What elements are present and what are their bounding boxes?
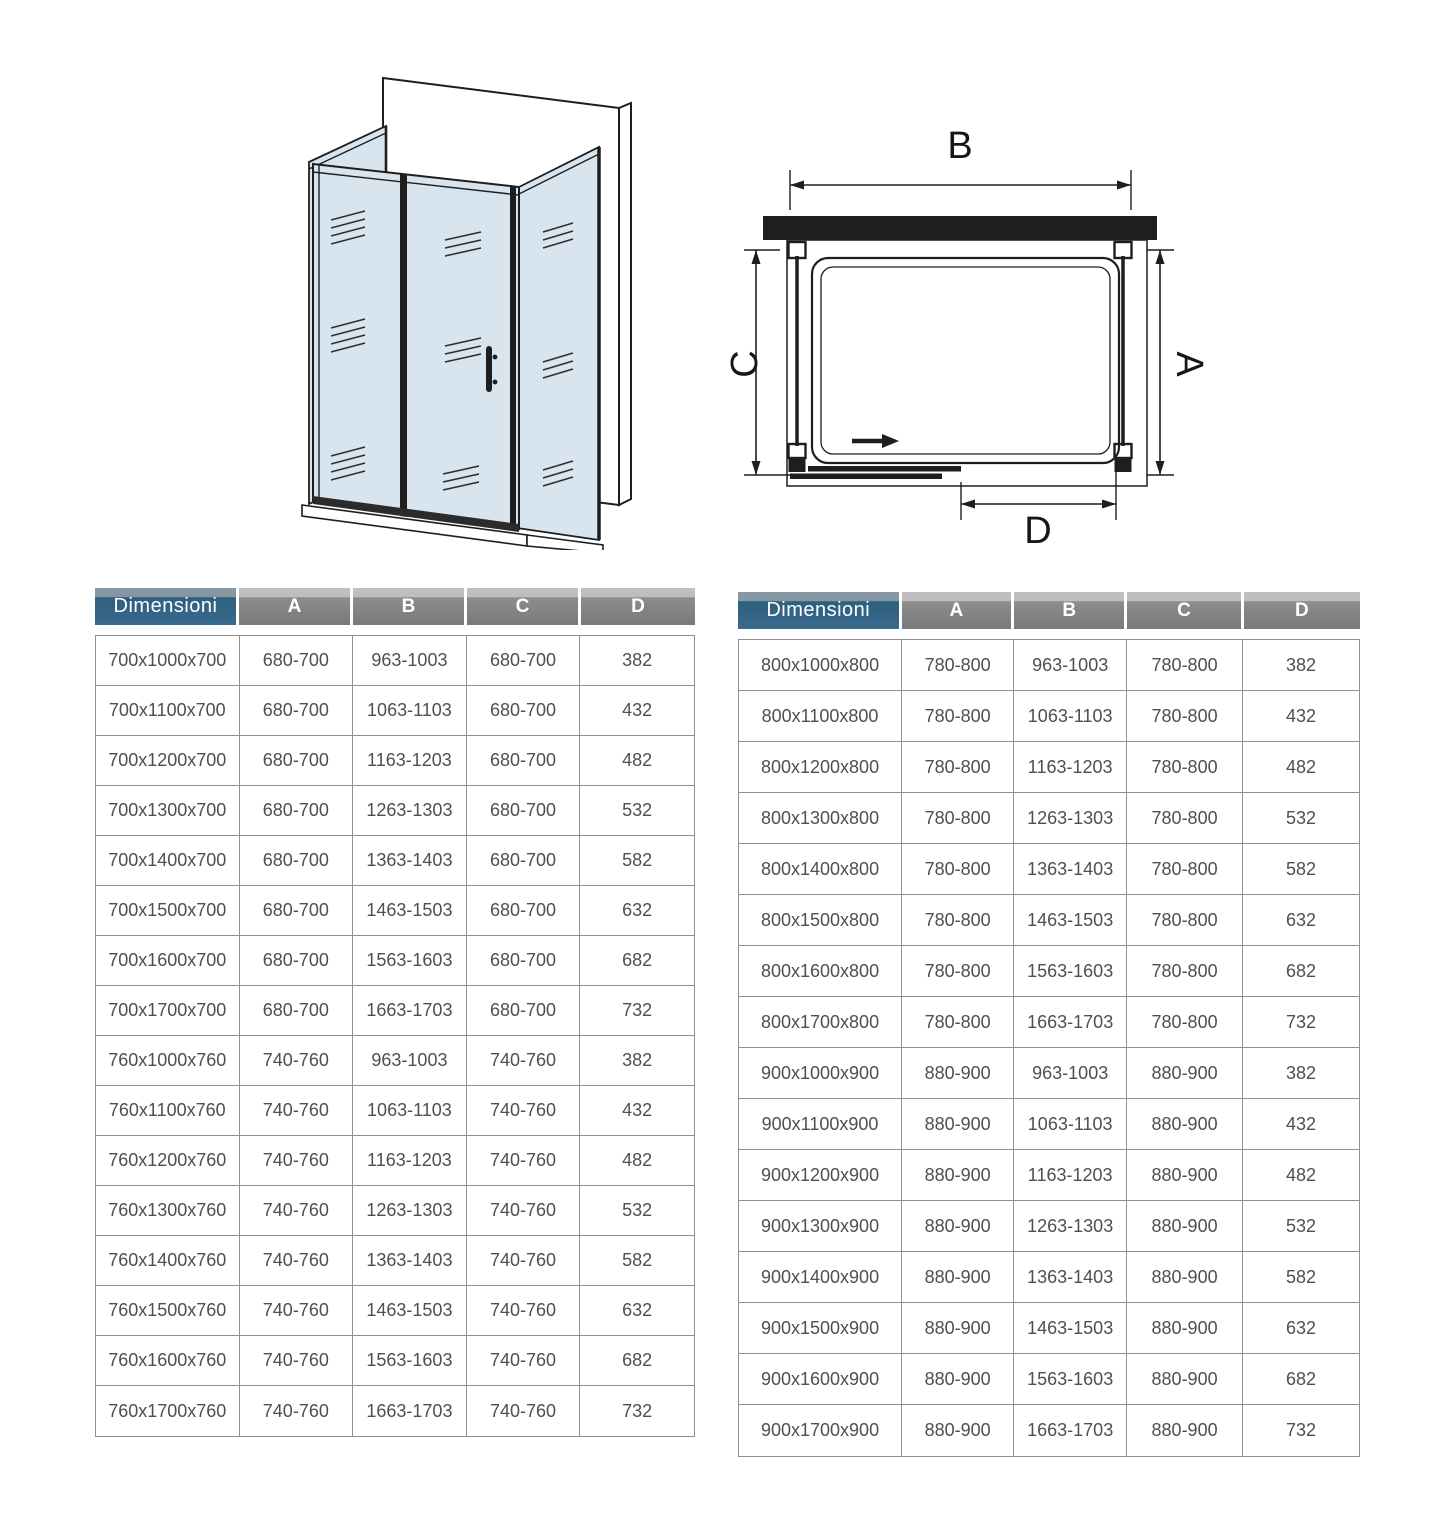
table-cell: 382 bbox=[580, 1036, 694, 1086]
table-row bbox=[739, 997, 1359, 1048]
table-cell: 482 bbox=[1243, 1150, 1359, 1201]
table-cell: 1263-1303 bbox=[1014, 1201, 1127, 1252]
left-side-panel-plan bbox=[789, 242, 806, 472]
table-cell: 482 bbox=[1243, 742, 1359, 793]
table-cell: 632 bbox=[580, 886, 694, 936]
table-cell: 1463-1503 bbox=[353, 1286, 467, 1336]
column-header-d: D bbox=[581, 588, 695, 625]
table-cell: 740-760 bbox=[240, 1086, 354, 1136]
door-divider-stile bbox=[400, 173, 407, 517]
table-cell: 700x1200x700 bbox=[96, 736, 240, 786]
table-row bbox=[96, 1336, 694, 1386]
table-cell: 740-760 bbox=[467, 1036, 581, 1086]
table-cell: 1163-1203 bbox=[1014, 742, 1127, 793]
table-cell: 780-800 bbox=[1127, 640, 1243, 691]
table-cell: 682 bbox=[1243, 1354, 1359, 1405]
table-cell: 1563-1603 bbox=[1014, 1354, 1127, 1405]
table-row bbox=[739, 742, 1359, 793]
table-cell: 1563-1603 bbox=[353, 1336, 467, 1386]
table-cell: 780-800 bbox=[1127, 997, 1243, 1048]
table-cell: 680-700 bbox=[467, 686, 581, 736]
column-header-c: C bbox=[1127, 592, 1243, 629]
table-cell: 1663-1703 bbox=[353, 1386, 467, 1436]
table-row bbox=[739, 946, 1359, 997]
table-cell: 1263-1303 bbox=[353, 1186, 467, 1236]
table-cell: 680-700 bbox=[240, 786, 354, 836]
dimension-a bbox=[1147, 250, 1210, 475]
table-body bbox=[95, 635, 695, 1437]
table-row bbox=[739, 1099, 1359, 1150]
table-row bbox=[739, 1048, 1359, 1099]
table-cell: 740-760 bbox=[240, 1286, 354, 1336]
column-header-a: A bbox=[239, 588, 353, 625]
table-cell: 532 bbox=[580, 786, 694, 836]
iso-view-figure bbox=[275, 50, 695, 550]
table-cell: 700x1100x700 bbox=[96, 686, 240, 736]
table-cell: 740-760 bbox=[240, 1236, 354, 1286]
table-cell: 880-900 bbox=[1127, 1048, 1243, 1099]
plan-label-d: D bbox=[1024, 510, 1052, 545]
table-cell: 432 bbox=[1243, 691, 1359, 742]
table-cell: 740-760 bbox=[467, 1086, 581, 1136]
table-cell: 740-760 bbox=[240, 1036, 354, 1086]
table-cell: 760x1100x760 bbox=[96, 1086, 240, 1136]
table-cell: 760x1200x760 bbox=[96, 1136, 240, 1186]
table-cell: 800x1000x800 bbox=[739, 640, 902, 691]
table-cell: 680-700 bbox=[467, 736, 581, 786]
table-row bbox=[96, 1036, 694, 1086]
table-cell: 800x1600x800 bbox=[739, 946, 902, 997]
table-cell: 680-700 bbox=[467, 986, 581, 1036]
table-cell: 963-1003 bbox=[353, 1036, 467, 1086]
table-row bbox=[96, 1136, 694, 1186]
table-cell: 760x1700x760 bbox=[96, 1386, 240, 1436]
table-cell: 900x1300x900 bbox=[739, 1201, 902, 1252]
table-row bbox=[739, 640, 1359, 691]
table-cell: 732 bbox=[580, 986, 694, 1036]
table-cell: 740-760 bbox=[467, 1236, 581, 1286]
table-cell: 740-760 bbox=[467, 1136, 581, 1186]
table-row bbox=[96, 1086, 694, 1136]
table-cell: 582 bbox=[1243, 1252, 1359, 1303]
table-cell: 760x1300x760 bbox=[96, 1186, 240, 1236]
table-row bbox=[739, 844, 1359, 895]
table-cell: 682 bbox=[580, 936, 694, 986]
table-cell: 880-900 bbox=[902, 1405, 1014, 1456]
table-cell: 880-900 bbox=[902, 1099, 1014, 1150]
table-cell: 680-700 bbox=[467, 786, 581, 836]
table-header-row bbox=[738, 592, 1360, 629]
table-cell: 780-800 bbox=[1127, 793, 1243, 844]
table-cell: 700x1600x700 bbox=[96, 936, 240, 986]
table-body bbox=[738, 639, 1360, 1457]
table-cell: 482 bbox=[580, 1136, 694, 1186]
table-cell: 432 bbox=[580, 1086, 694, 1136]
table-cell: 880-900 bbox=[1127, 1405, 1243, 1456]
table-cell: 780-800 bbox=[902, 997, 1014, 1048]
table-cell: 680-700 bbox=[240, 936, 354, 986]
table-cell: 800x1200x800 bbox=[739, 742, 902, 793]
table-cell: 582 bbox=[1243, 844, 1359, 895]
table-cell: 900x1500x900 bbox=[739, 1303, 902, 1354]
table-cell: 732 bbox=[622, 1400, 653, 1421]
table-row bbox=[96, 1386, 694, 1436]
table-cell: 1363-1403 bbox=[1014, 844, 1127, 895]
table-cell: 632 bbox=[1243, 895, 1359, 946]
table-cell: 1163-1203 bbox=[1014, 1150, 1127, 1201]
table-cell: 680-700 bbox=[240, 736, 354, 786]
table-cell: 880-900 bbox=[902, 1303, 1014, 1354]
door-right-stile bbox=[510, 185, 516, 528]
dimension-table-right bbox=[738, 592, 1360, 1457]
table-cell: 880-900 bbox=[1127, 1354, 1243, 1405]
table-cell: 900x1700x900 bbox=[739, 1405, 902, 1456]
table-cell: 1063-1103 bbox=[353, 1086, 467, 1136]
table-cell: 680-700 bbox=[467, 936, 581, 986]
table-cell: 780-800 bbox=[902, 946, 1014, 997]
table-cell: 740-760 bbox=[240, 1336, 354, 1386]
table-cell: 1463-1503 bbox=[353, 886, 467, 936]
table-cell: 1263-1303 bbox=[1014, 793, 1127, 844]
table-row bbox=[96, 836, 694, 886]
plan-view-drawing bbox=[722, 98, 1290, 545]
table-cell: 1463-1503 bbox=[1014, 895, 1127, 946]
table-cell: 382 bbox=[580, 636, 694, 686]
table-cell: 1563-1603 bbox=[1014, 946, 1127, 997]
table-cell: 780-800 bbox=[902, 895, 1014, 946]
table-row bbox=[96, 636, 694, 686]
table-cell: 900x1200x900 bbox=[739, 1150, 902, 1201]
table-cell: 700x1300x700 bbox=[96, 786, 240, 836]
table-cell: 900x1600x900 bbox=[739, 1354, 902, 1405]
table-cell: 780-800 bbox=[902, 844, 1014, 895]
table-cell: 740-760 bbox=[467, 1386, 581, 1436]
table-row bbox=[739, 691, 1359, 742]
table-row bbox=[739, 1201, 1359, 1252]
table-cell: 963-1003 bbox=[1014, 1048, 1127, 1099]
table-cell: 1363-1403 bbox=[1014, 1252, 1127, 1303]
table-row bbox=[96, 1236, 694, 1286]
table-row bbox=[739, 1150, 1359, 1201]
table-cell: 1163-1203 bbox=[353, 1136, 467, 1186]
table-cell: 780-800 bbox=[902, 640, 1014, 691]
table-cell: 1563-1603 bbox=[353, 936, 467, 986]
table-row bbox=[96, 686, 694, 736]
plan-label-c: C bbox=[724, 350, 766, 378]
table-cell: 760x1400x760 bbox=[96, 1236, 240, 1286]
tray-outline bbox=[812, 258, 1119, 463]
table-cell: 532 bbox=[1243, 1201, 1359, 1252]
wall-bar bbox=[763, 216, 1157, 240]
table-row bbox=[96, 936, 694, 986]
table-cell: 880-900 bbox=[902, 1150, 1014, 1201]
table-cell: 963-1003 bbox=[353, 636, 467, 686]
table-row bbox=[739, 895, 1359, 946]
table-cell: 680-700 bbox=[240, 636, 354, 686]
table-cell: 880-900 bbox=[902, 1354, 1014, 1405]
enclosure-footprint bbox=[787, 240, 1147, 486]
table-cell: 800x1500x800 bbox=[739, 895, 902, 946]
table-cell: 582 bbox=[580, 836, 694, 886]
table-cell: 632 bbox=[580, 1286, 694, 1336]
column-header-dimensioni: Dimensioni bbox=[95, 588, 239, 625]
table-cell: 880-900 bbox=[1127, 1252, 1243, 1303]
table-cell: 780-800 bbox=[902, 742, 1014, 793]
table-cell: 680-700 bbox=[467, 636, 581, 686]
right-side-panel-plan bbox=[1115, 242, 1132, 472]
table-cell: 680-700 bbox=[240, 836, 354, 886]
table-cell: 732 bbox=[1285, 1420, 1317, 1440]
table-cell: 700x1700x700 bbox=[96, 986, 240, 1036]
table-row bbox=[96, 1286, 694, 1336]
table-cell: 740-760 bbox=[467, 1286, 581, 1336]
column-header-a: A bbox=[902, 592, 1015, 629]
dimension-c bbox=[724, 250, 794, 475]
table-cell: 780-800 bbox=[902, 691, 1014, 742]
table-cell: 760x1600x760 bbox=[96, 1336, 240, 1386]
dimension-d bbox=[961, 466, 1116, 545]
table-cell: 780-800 bbox=[1127, 742, 1243, 793]
table-cell: 780-800 bbox=[1127, 946, 1243, 997]
table-cell: 382 bbox=[1243, 1048, 1359, 1099]
dimension-b bbox=[790, 125, 1131, 210]
table-cell: 732 bbox=[1243, 997, 1359, 1048]
plan-view-figure bbox=[722, 98, 1290, 545]
column-header-c: C bbox=[467, 588, 581, 625]
table-cell: 780-800 bbox=[1127, 691, 1243, 742]
table-row bbox=[96, 986, 694, 1036]
table-cell: 632 bbox=[1243, 1303, 1359, 1354]
table-cell: 900x1100x900 bbox=[739, 1099, 902, 1150]
table-cell: 1663-1703 bbox=[1014, 1405, 1127, 1456]
table-cell: 1363-1403 bbox=[353, 1236, 467, 1286]
table-row bbox=[739, 1405, 1359, 1456]
plan-label-a: A bbox=[1168, 351, 1210, 377]
dimension-table-left bbox=[95, 588, 695, 1437]
table-cell: 740-760 bbox=[467, 1336, 581, 1386]
slide-direction-arrow bbox=[852, 434, 899, 448]
table-cell: 700x1000x700 bbox=[96, 636, 240, 686]
table-cell: 682 bbox=[1243, 946, 1359, 997]
table-cell: 800x1400x800 bbox=[739, 844, 902, 895]
table-cell: 900x1000x900 bbox=[739, 1048, 902, 1099]
table-cell: 780-800 bbox=[1127, 895, 1243, 946]
table-row bbox=[739, 793, 1359, 844]
table-header-row bbox=[95, 588, 695, 625]
table-cell: 680-700 bbox=[467, 886, 581, 936]
table-row bbox=[96, 786, 694, 836]
table-cell: 582 bbox=[580, 1236, 694, 1286]
table-cell: 740-760 bbox=[240, 1186, 354, 1236]
table-cell: 382 bbox=[1243, 640, 1359, 691]
table-cell: 880-900 bbox=[1127, 1150, 1243, 1201]
table-cell: 1663-1703 bbox=[353, 986, 467, 1036]
table-cell: 800x1300x800 bbox=[739, 793, 902, 844]
table-row bbox=[739, 1354, 1359, 1405]
table-cell: 1663-1703 bbox=[1014, 997, 1127, 1048]
table-cell: 880-900 bbox=[902, 1201, 1014, 1252]
table-row bbox=[739, 1252, 1359, 1303]
table-cell: 680-700 bbox=[240, 886, 354, 936]
table-cell: 1063-1103 bbox=[1014, 1099, 1127, 1150]
column-header-d: D bbox=[1244, 592, 1360, 629]
column-header-dimensioni: Dimensioni bbox=[738, 592, 902, 629]
table-cell: 780-800 bbox=[1127, 844, 1243, 895]
table-cell: 1363-1403 bbox=[353, 836, 467, 886]
table-cell: 880-900 bbox=[1127, 1201, 1243, 1252]
table-cell: 740-760 bbox=[240, 1136, 354, 1186]
table-cell: 800x1100x800 bbox=[739, 691, 902, 742]
table-row bbox=[96, 736, 694, 786]
table-cell: 1463-1503 bbox=[1014, 1303, 1127, 1354]
table-cell: 1063-1103 bbox=[353, 686, 467, 736]
table-cell: 680-700 bbox=[467, 836, 581, 886]
table-cell: 760x1500x760 bbox=[96, 1286, 240, 1336]
table-cell: 700x1500x700 bbox=[96, 886, 240, 936]
table-cell: 900x1400x900 bbox=[739, 1252, 902, 1303]
sliding-doors-plan bbox=[790, 466, 961, 479]
table-cell: 1263-1303 bbox=[353, 786, 467, 836]
table-cell: 963-1003 bbox=[1014, 640, 1127, 691]
table-cell: 682 bbox=[580, 1336, 694, 1386]
table-cell: 680-700 bbox=[240, 686, 354, 736]
table-row bbox=[739, 1303, 1359, 1354]
table-cell: 432 bbox=[1243, 1099, 1359, 1150]
table-cell: 532 bbox=[1243, 793, 1359, 844]
table-cell: 740-760 bbox=[467, 1186, 581, 1236]
table-row bbox=[96, 886, 694, 936]
table-cell: 880-900 bbox=[1127, 1303, 1243, 1354]
table-cell: 880-900 bbox=[1127, 1099, 1243, 1150]
table-cell: 432 bbox=[580, 686, 694, 736]
table-row bbox=[96, 1186, 694, 1236]
table-cell: 482 bbox=[580, 736, 694, 786]
table-cell: 780-800 bbox=[902, 793, 1014, 844]
iso-view-drawing bbox=[275, 50, 695, 550]
table-cell: 1163-1203 bbox=[353, 736, 467, 786]
column-header-b: B bbox=[353, 588, 467, 625]
table-cell: 800x1700x800 bbox=[739, 997, 902, 1048]
table-cell: 760x1000x760 bbox=[96, 1036, 240, 1086]
column-header-b: B bbox=[1014, 592, 1127, 629]
table-cell: 532 bbox=[580, 1186, 694, 1236]
table-cell: 880-900 bbox=[902, 1252, 1014, 1303]
table-cell: 740-760 bbox=[240, 1386, 354, 1436]
table-cell: 880-900 bbox=[902, 1048, 1014, 1099]
table-cell: 1063-1103 bbox=[1014, 691, 1127, 742]
table-cell: 700x1400x700 bbox=[96, 836, 240, 886]
table-cell: 680-700 bbox=[240, 986, 354, 1036]
plan-label-b: B bbox=[947, 125, 973, 167]
